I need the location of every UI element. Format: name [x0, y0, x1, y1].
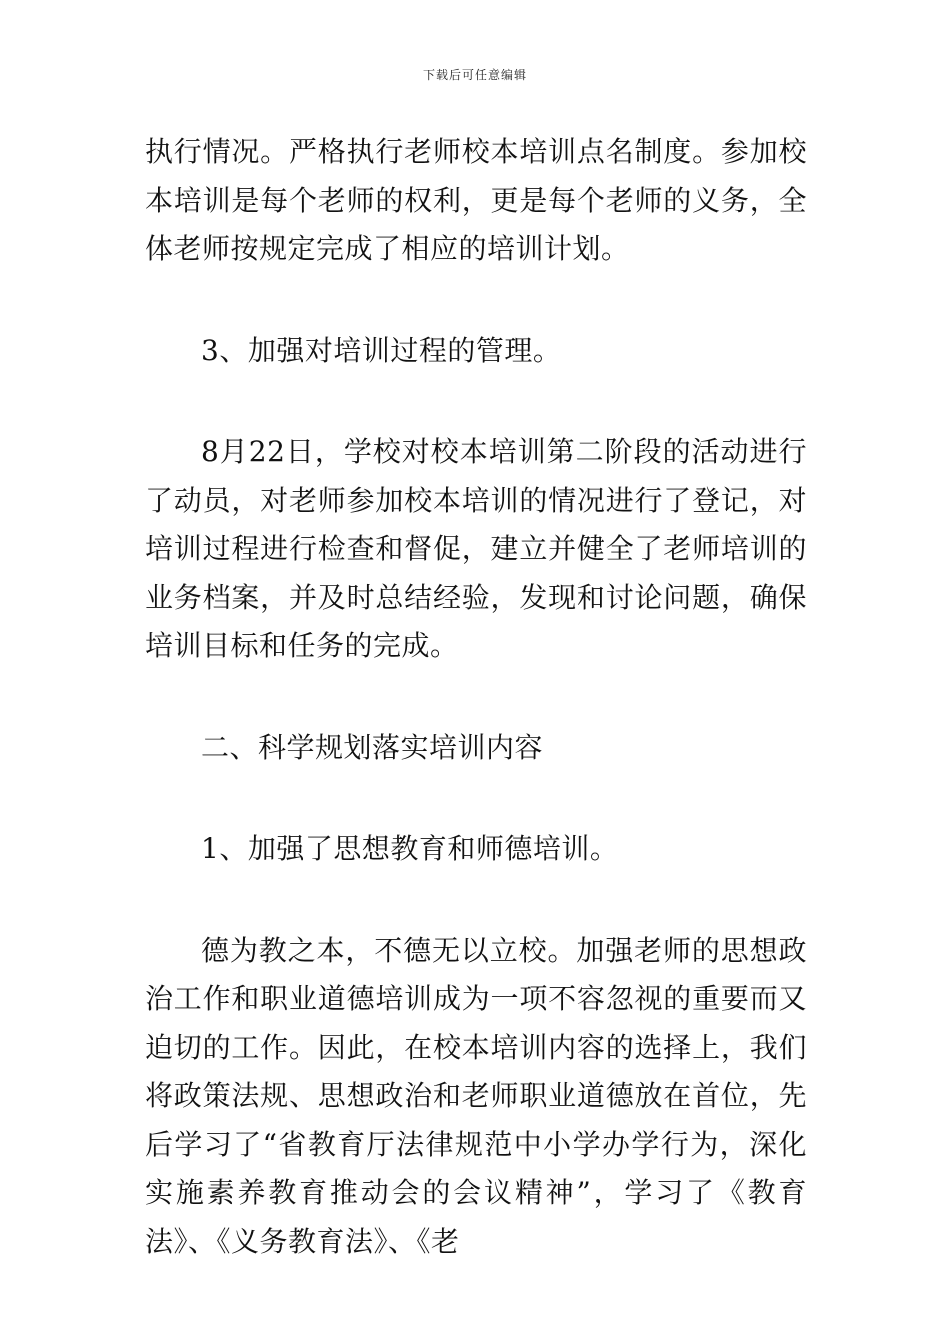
paragraph-ethics-training: 德为教之本，不德无以立校。加强老师的思想政治工作和职业道德培训成为一项不容忽视的重要而又迫切的工作。因此，在校本培训内容的选择上，我们将政策法规、思想政治和老师职业道德放在首位，先后学习了“省教育厅法律规范中小学办学行为，深化实施素养教育推动会的会议精神”，学习了《教育法》、《义务教育法》、《老 [145, 933, 807, 1258]
paragraph-training-management: 8月22日，学校对校本培训第二阶段的活动进行了动员，对老师参加校本培训的情况进行了登记，对培训过程进行检查和督促，建立并健全了老师培训的业务档案，并及时总结经验，发现和讨论问题，确保培训目标和任务的完成。 [145, 435, 807, 662]
paragraph-continuation: 执行情况。严格执行老师校本培训点名制度。参加校本培训是每个老师的权利，更是每个老师的义务，全体老师按规定完成了相应的培训计划。 [145, 135, 807, 265]
paragraph-gap [145, 671, 807, 724]
document-body [145, 128, 807, 1266]
section-heading-2: 二、科学规划落实培训内容 [201, 730, 544, 764]
subheading-3: 3、加强对培训过程的管理。 [201, 333, 562, 367]
paragraph-gap [145, 274, 807, 327]
paragraph-gap [145, 772, 807, 825]
page-header-note: 下载后可任意编辑 [422, 68, 527, 82]
paragraph-gap [145, 375, 807, 428]
subheading-1: 1、加强了思想教育和师德培训。 [201, 832, 619, 865]
paragraph-gap [145, 874, 807, 927]
